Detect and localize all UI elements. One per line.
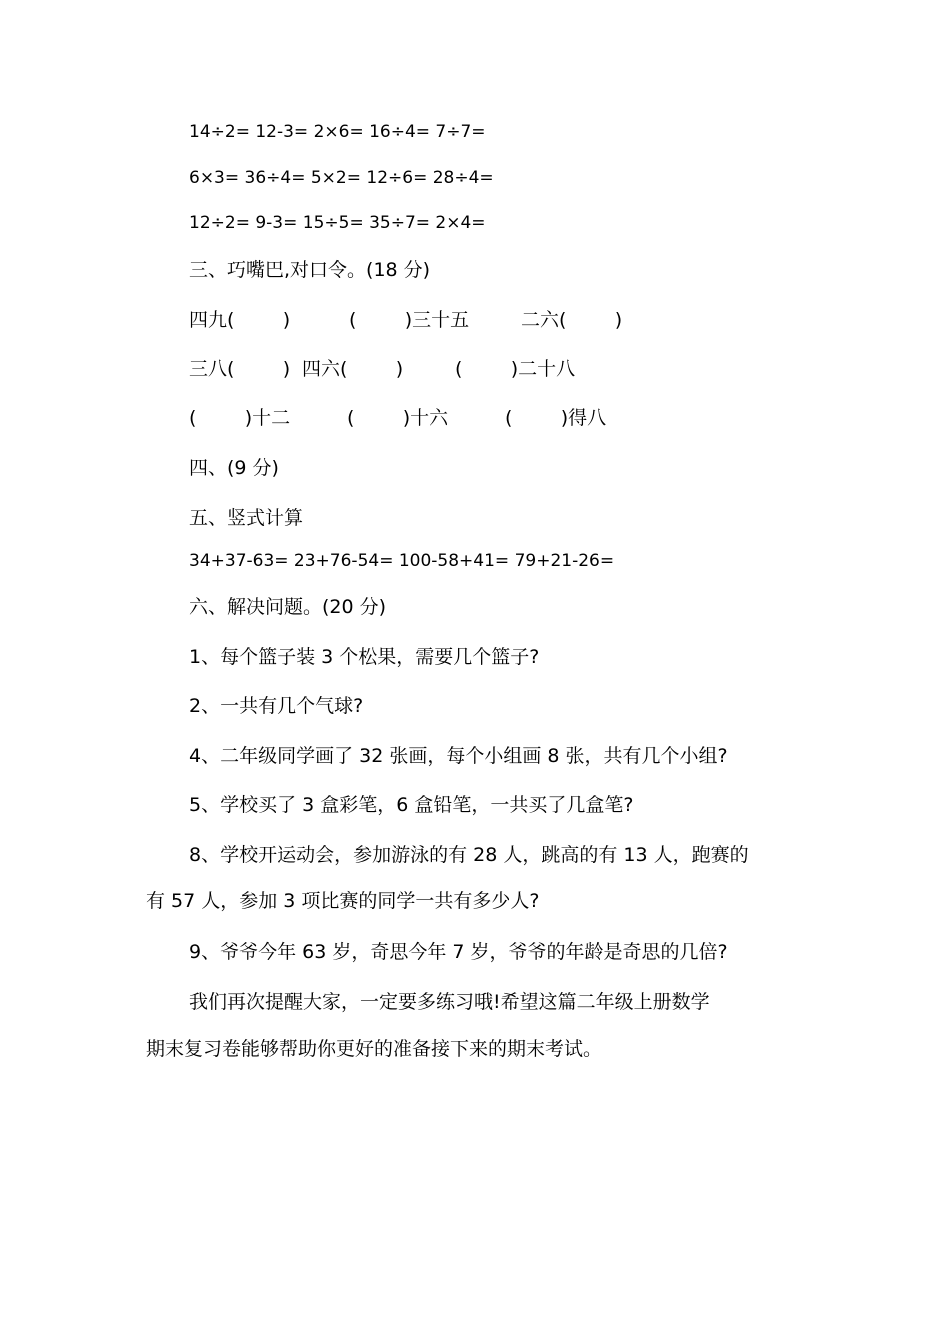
arith-row-2: 6×3= 36÷4= 5×2= 12÷6= 28÷4=: [189, 168, 494, 188]
problem-5: 5、学校买了 3 盒彩笔，6 盒铅笔，一共买了几盒笔?: [189, 794, 634, 816]
problem-2: 2、一共有几个气球?: [189, 695, 364, 717]
section-6-heading: 六、解决问题。(20 分): [189, 596, 387, 618]
problem-4: 4、二年级同学画了 32 张画，每个小组画 8 张，共有几个小组?: [189, 745, 728, 767]
oral-item: ( )十六: [347, 407, 449, 429]
oral-item: ( )十二: [189, 407, 291, 429]
oral-row-2: [189, 357, 575, 381]
arith-row-3: 12÷2= 9-3= 15÷5= 35÷7= 2×4=: [189, 213, 486, 233]
oral-item: 四九( ): [189, 309, 291, 331]
oral-item: ( )三十五: [349, 309, 470, 331]
oral-item: 二六( ): [521, 309, 623, 331]
section-3-heading: 三、巧嘴巴,对口令。(18 分): [189, 259, 431, 281]
problem-8-line-2: 有 57 人，参加 3 项比赛的同学一共有多少人?: [146, 890, 540, 912]
oral-item: 四六( ): [302, 358, 404, 380]
oral-item: ( )得八: [505, 407, 607, 429]
arith-row-1: 14÷2= 12-3= 2×6= 16÷4= 7÷7=: [189, 122, 486, 142]
section-4-heading: 四、(9 分): [189, 457, 279, 479]
oral-row-3: [189, 406, 606, 430]
problem-8-line-1: 8、学校开运动会，参加游泳的有 28 人，跳高的有 13 人，跑赛的: [189, 844, 749, 866]
problem-9: 9、爷爷今年 63 岁，奇思今年 7 岁，爷爷的年龄是奇思的几倍?: [189, 941, 728, 963]
oral-item: ( )二十八: [455, 358, 576, 380]
vertical-calc-row: 34+37-63= 23+76-54= 100-58+41= 79+21-26=: [189, 551, 615, 571]
closing-line-2: 期末复习卷能够帮助你更好的准备接下来的期末考试。: [146, 1038, 603, 1060]
oral-item: 三八( ): [189, 358, 291, 380]
section-5-heading: 五、竖式计算: [189, 507, 304, 529]
closing-line-1: 我们再次提醒大家，一定要多练习哦!希望这篇二年级上册数学: [189, 991, 710, 1013]
problem-1: 1、每个篮子装 3 个松果，需要几个篮子?: [189, 646, 540, 668]
oral-row-1: [189, 308, 622, 332]
